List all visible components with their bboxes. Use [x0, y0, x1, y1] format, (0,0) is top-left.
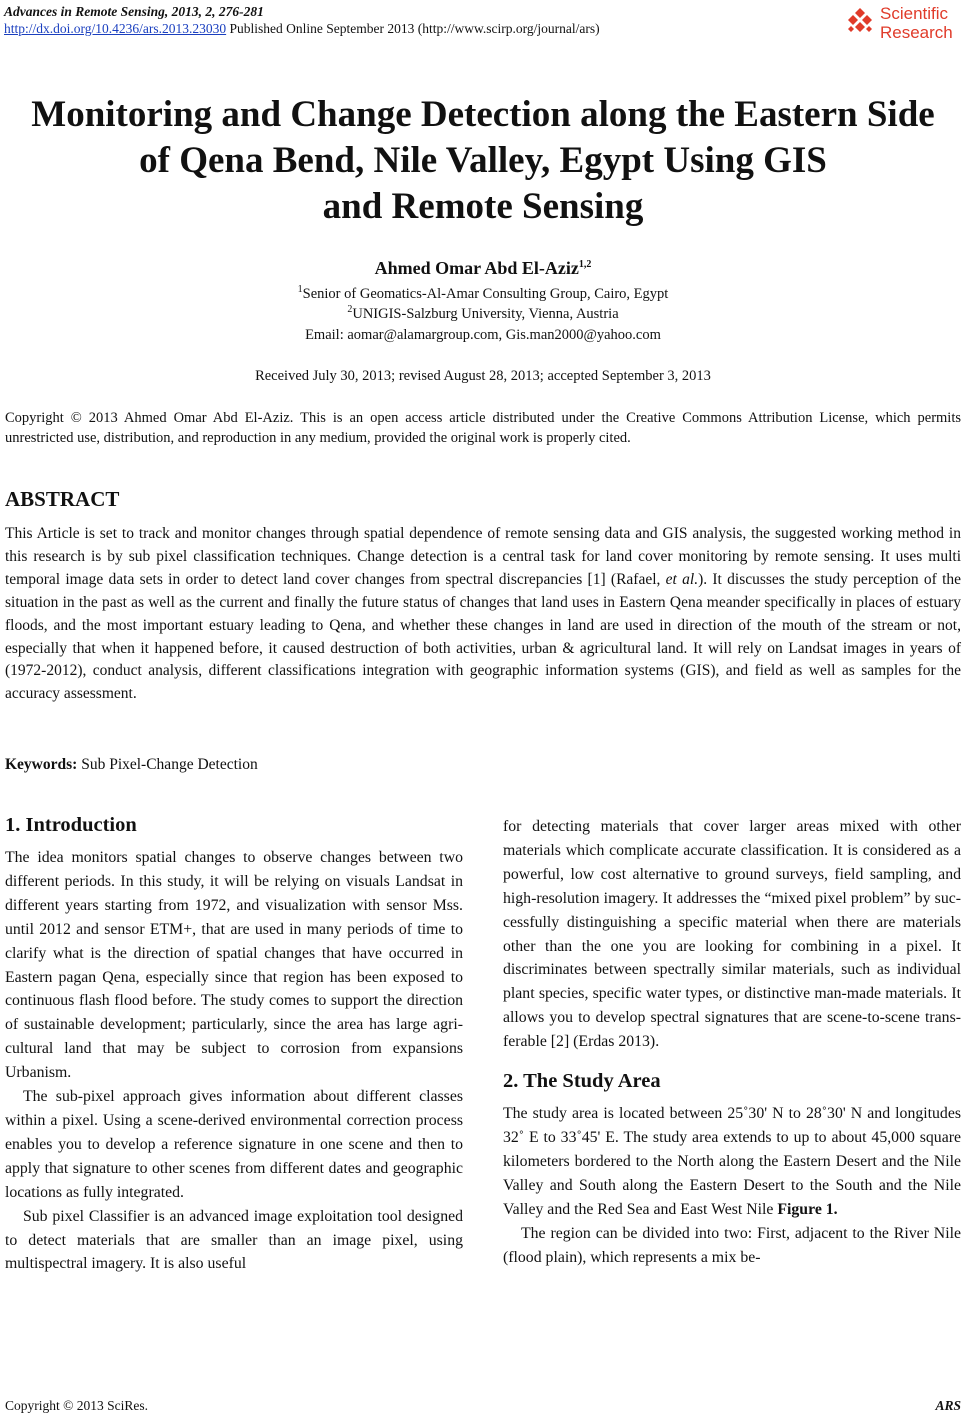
abstract-heading: ABSTRACT — [5, 487, 120, 511]
abstract-text — [5, 523, 961, 706]
study-area-paragraph-1 — [503, 1102, 961, 1222]
intro-paragraph-2: The sub-pixel approach gives information about different classes within a pixel. Using a scene-derived environmental correction process enables you to develop a reference signature in one scene and then to apply that signature to other scenes from different dates and geographic locations as fully integrated. — [5, 1088, 463, 1201]
citation: , 2013, 2, 276-281 — [164, 4, 264, 19]
title-line-1: Monitoring and Change Detection along the Eastern Side — [31, 94, 935, 135]
scientific-research-logo-icon — [844, 6, 876, 38]
footer-journal-abbrev: ARS — [935, 1398, 961, 1413]
keywords-text: Sub Pixel-Change Detection — [77, 756, 258, 773]
author-sup: 1,2 — [578, 259, 592, 270]
affiliation-1-sup: 1 — [297, 284, 303, 296]
study-area-paragraph-2: The region can be divided into two: First, adjacent to the River Nile (flood plain), which represents a mix be- — [503, 1224, 961, 1266]
affiliation-2-sup: 2 — [347, 304, 353, 316]
figure-1-reference: Figure 1. — [777, 1200, 838, 1218]
affiliation-2-text: UNIGIS-Salzburg University, Vienna, Austria — [352, 306, 619, 322]
intro-paragraph-3-continued: for detecting materials that cover larger areas mixed with other materials which complicate accurate classification. It is considered as a powerful, low cost alternative to ground surveys, field sampling, and high-resolution imagery. It addresses the “mixed pixel problem” by successfully distinguishing a specific material when there are materials other than the one you are looking for combining in a pixel. It discriminates between spectrally similar materials, such as individual plant species, specific water types, or distinctive man-made materials. It allows you to develop spectral signatures that are scene-to-scene transferable [2] (Erdas 2013). — [503, 818, 961, 1051]
keywords — [5, 756, 258, 774]
logo-line-2: Research — [880, 23, 953, 42]
keywords-label: Keywords: — [5, 756, 78, 773]
left-column — [5, 812, 463, 1276]
received-dates: Received July 30, 2013; revised August 28, 2013; accepted September 3, 2013 — [255, 368, 711, 384]
abstract-part-1: This Article is set to track and monitor changes through spatial dependence of remote sensing data and GIS analysis, the suggested working method in this research is by sub pixel classification techniques. Change detection is a central task for land cover monitoring by remote sensing. It uses multi temporal image data sets in order to detect land cover changes from spectral discrepancies [1] (Rafael, — [5, 525, 961, 588]
footer-copyright: Copyright © 2013 SciRes. — [5, 1398, 149, 1413]
study-area-text: The study area is located between 25˚30' N to 28˚30' N and longitudes 32˚ E to 33˚45' E. The study area extends to up to about 45,000 square kilometers bordered to the North along the Eastern Desert and the Nile Valley and South along the Eastern Desert to the South and the Nile Valley and the Red Sea and East West Nile — [503, 1105, 961, 1218]
affiliation-1 — [0, 284, 966, 304]
author — [0, 258, 966, 279]
title-line-2: of Qena Bend, Nile Valley, Egypt Using GIS — [139, 140, 827, 181]
right-column — [503, 815, 961, 1269]
doi-line — [4, 20, 600, 37]
journal-name: Advances in Remote Sensing — [4, 4, 165, 19]
affiliation-1-text: Senior of Geomatics-Al-Amar Consulting Group, Cairo, Egypt — [302, 286, 669, 302]
paper-title — [0, 92, 966, 230]
intro-paragraph-3: Sub pixel Classifier is an advanced image exploitation tool designed to detect materials that are smaller than an image pixel, using multispectral imagery. It is also useful — [5, 1207, 463, 1273]
logo-text — [880, 4, 953, 42]
section-2-heading: 2. The Study Area — [503, 1070, 661, 1093]
published-info: Published Online September 2013 (http://www.scirp.org/journal/ars) — [226, 21, 600, 36]
affiliation-2 — [0, 304, 966, 324]
doi-link[interactable]: http://dx.doi.org/10.4236/ars.2013.23030 — [4, 21, 227, 36]
abstract-italic: et al. — [665, 570, 699, 588]
section-1-heading: 1. Introduction — [5, 814, 137, 836]
journal-citation-line — [4, 3, 600, 20]
copyright-notice: Copyright © 2013 Ahmed Omar Abd El-Aziz. This is an open access article distributed under the Creative Commons Attribution License, which permits unrestricted use, distribution, and reproduction in any medium, provided the original work is properly cited. — [5, 410, 961, 446]
logo-line-1: Scientific — [880, 4, 949, 23]
title-line-3: and Remote Sensing — [322, 186, 644, 227]
running-header — [4, 3, 600, 37]
author-name: Ahmed Omar Abd El-Aziz — [374, 258, 579, 278]
publisher-logo — [844, 2, 962, 44]
abstract-part-2: ). It discusses the study perception of the situation in the past as well as the current and finally the future status of changes that land uses in Eastern Qena meander specifically in places of estuary floods, and the most important estuary leading to Qena, and whether these changes in land are used in direction of the mouth of the stream or not, especially that when it happened before, it caused destruction of both activities, urban & agricultural land. It will rely on Landsat images in years of (1972-2012), conduct analysis, different classifications integration with geographic information systems (GIS), and field as well as samples for the accuracy assessment. — [5, 570, 961, 703]
intro-paragraph-1: The idea monitors spatial changes to observe changes between two different periods. In this study, it will be relying on visuals Landsat in different years starting from 1972, and visualization with sensor Mss. until 2012 and sensor ETM+, that are used in many periods of time to clarify what is the direction of spatial changes that have occurred in Eastern pagan Qena, especially since that region has been exposed to continuous flash flood before. The study comes to support the direction of sustainable development; particularly, since the area has large agricultural land that may be subject to corrosion from expansions Urbanism. — [5, 849, 463, 1082]
author-email: Email: aomar@alamargroup.com, Gis.man2000@yahoo.com — [305, 327, 661, 343]
